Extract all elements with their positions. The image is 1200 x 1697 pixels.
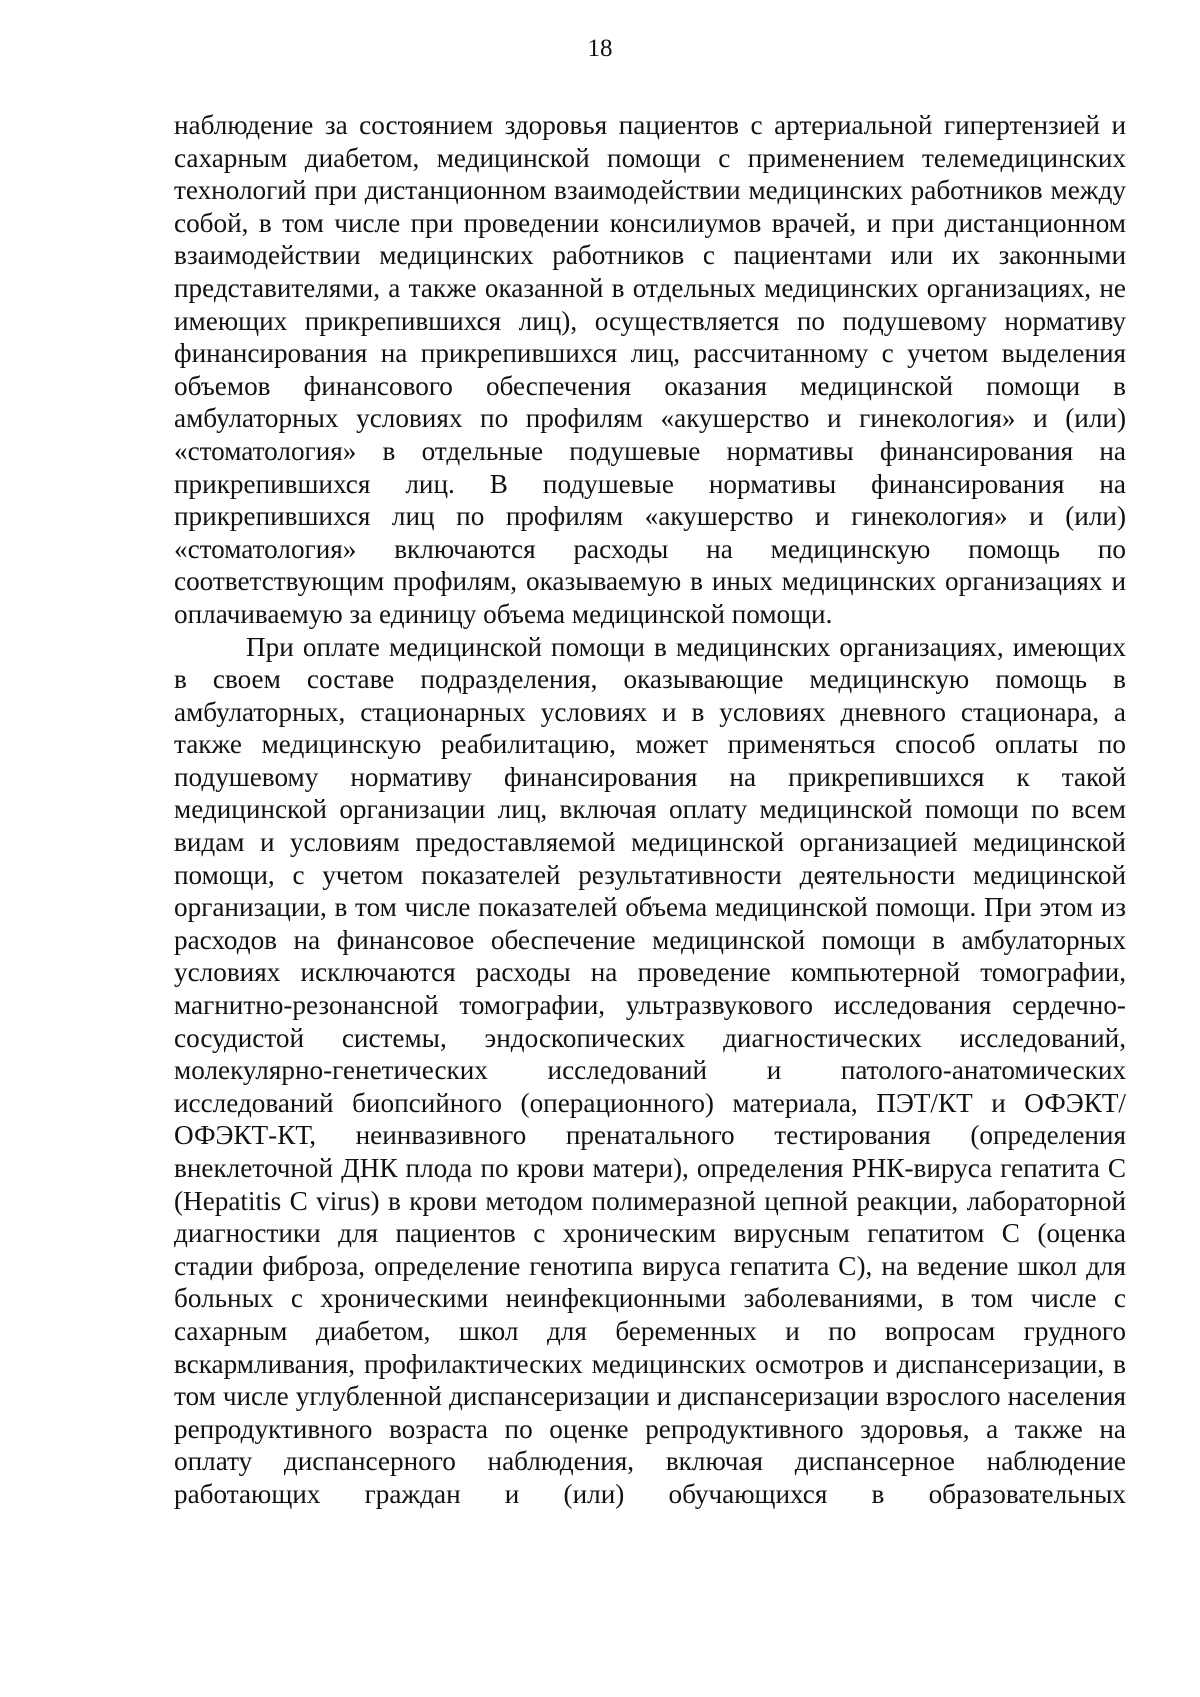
- page-number: 18: [587, 35, 613, 62]
- document-body: [174, 109, 1126, 1511]
- paragraph-continuation: наблюдение за состоянием здоровья пациентов с артериальной гипертензией и сахарным диабетом, медицинской помощи с применением телемедицинских технологий при дистанционном взаимодействии медицинских работников между собой, в том числе при проведении консилиумов врачей, и при дистанционном взаимодействии медицинских работников с пациентами или их законными представителями, а также оказанной в отдельных медицинских организациях, не имеющих прикрепившихся лиц), осуществляется по подушевому нормативу финансирования на прикрепившихся лиц, рассчитанному с учетом выделения объемов финансового обеспечения оказания медицинской помощи в амбулаторных условиях по профилям «акушерство и гинекология» и (или) «стоматология» в отдельные подушевые нормативы финансирования на прикрепившихся лиц. В подушевые нормативы финансирования на прикрепившихся лиц по профилям «акушерство и гинекология» и (или) «стоматология» включаются расходы на медицинскую помощь по соответствующим профилям, оказываемую в иных медицинских организациях и оплачиваемую за единицу объема медицинской помощи.: [174, 110, 1126, 629]
- paragraph-payment-method: При оплате медицинской помощи в медицинских организациях, имеющих в своем составе подразделения, оказывающие медицинскую помощь в амбулаторных, стационарных условиях и в условиях дневного стационара, а также медицинскую реабилитацию, может применяться способ оплаты по подушевому нормативу финансирования на прикрепившихся к такой медицинской организации лиц, включая оплату медицинской помощи по всем видам и условиям предоставляемой медицинской организацией медицинской помощи, с учетом показателей результативности деятельности медицинской организации, в том числе показателей объема медицинской помощи. При этом из расходов на финансовое обеспечение медицинской помощи в амбулаторных условиях исключаются расходы на проведение компьютерной томографии, магнитно-резонансной томографии, ультразвукового исследования сердечно-сосудистой системы, эндоскопических диагностических исследований, молекулярно-генетических исследований и патолого-анатомических исследований биопсийного (операционного) материала, ПЭТ/КТ и ОФЭКТ/ОФЭКТ-КТ, неинвазивного пренатального тестирования (определения внеклеточной ДНК плода по крови матери), определения РНК-вируса гепатита С (Hepatitis C virus) в крови методом полимеразной цепной реакции, лабораторной диагностики для пациентов с хроническим вирусным гепатитом С (оценка стадии фиброза, определение генотипа вируса гепатита С), на ведение школ для больных с хроническими неинфекционными заболеваниями, в том числе с сахарным диабетом, школ для беременных и по вопросам грудного вскармливания, профилактических медицинских осмотров и диспансеризации, в том числе углубленной диспансеризации и диспансеризации взрослого населения репродуктивного возраста по оценке репродуктивного здоровья, а также на оплату диспансерного наблюдения, включая диспансерное наблюдение работающих граждан и (или) обучающихся в образовательных: [174, 631, 1126, 1509]
